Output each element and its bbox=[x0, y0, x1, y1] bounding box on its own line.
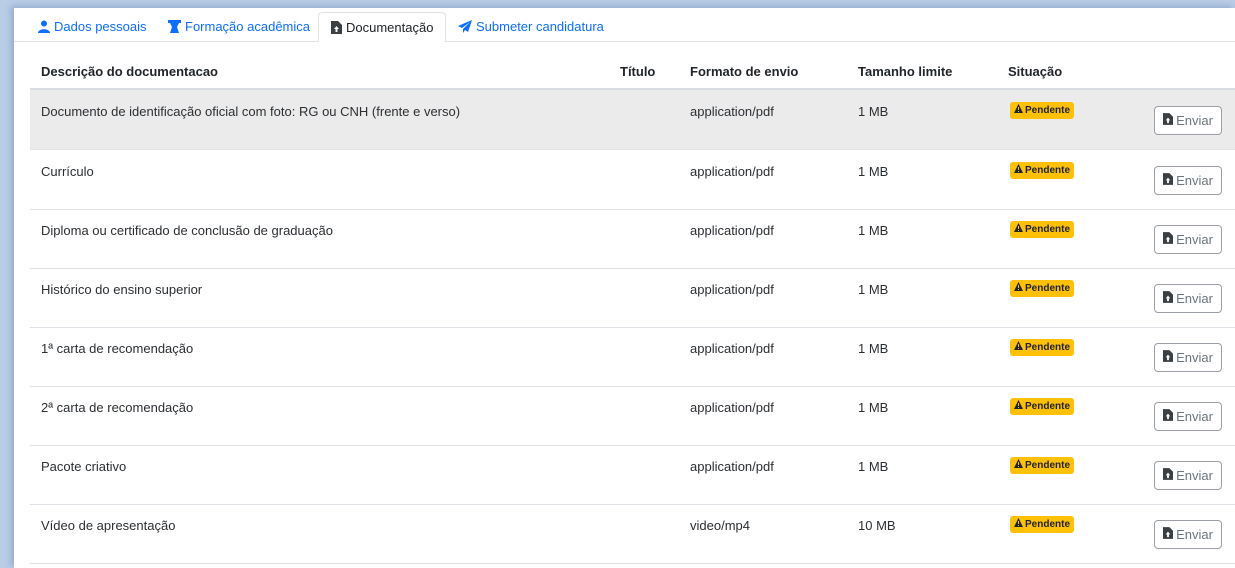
tab-bar bbox=[14, 8, 1235, 42]
cell-descricao: Diploma ou certificado de conclusão de graduação bbox=[41, 223, 333, 238]
warning-icon bbox=[1014, 518, 1023, 531]
tab-dados-pessoais[interactable] bbox=[26, 12, 159, 42]
enviar-button[interactable]: Enviar bbox=[1154, 461, 1222, 490]
cell-tamanho: 1 MB bbox=[858, 400, 889, 415]
enviar-button[interactable]: Enviar bbox=[1154, 106, 1222, 135]
cell-descricao: Documento de identificação oficial com foto: RG ou CNH (frente e verso) bbox=[41, 104, 461, 119]
status-badge: Pendente bbox=[1010, 162, 1074, 179]
status-badge: Pendente bbox=[1010, 221, 1074, 238]
tab-formacao-academica[interactable] bbox=[156, 12, 322, 42]
enviar-button[interactable]: Enviar bbox=[1154, 343, 1222, 372]
cell-tamanho: 1 MB bbox=[858, 164, 889, 179]
paper-plane-icon bbox=[458, 20, 472, 36]
cell-descricao: Pacote criativo bbox=[41, 459, 127, 474]
cell-descricao: Vídeo de apresentação bbox=[41, 518, 176, 533]
user-icon bbox=[38, 20, 50, 36]
enviar-button[interactable]: Enviar bbox=[1154, 520, 1222, 549]
cell-tamanho: 1 MB bbox=[858, 104, 889, 119]
graduation-icon bbox=[168, 20, 181, 36]
tab-label: Formação acadêmica bbox=[185, 19, 310, 34]
enviar-button[interactable]: Enviar bbox=[1154, 225, 1222, 254]
cell-descricao: Currículo bbox=[41, 164, 94, 179]
status-badge: Pendente bbox=[1010, 280, 1074, 297]
table-row bbox=[30, 327, 1235, 387]
file-upload-icon bbox=[1163, 113, 1173, 128]
tab-label: Dados pessoais bbox=[54, 19, 147, 34]
cell-descricao: 1ª carta de recomendação bbox=[41, 341, 194, 356]
file-upload-icon bbox=[1163, 173, 1173, 188]
header-tamanho: Tamanho limite bbox=[858, 64, 953, 79]
status-badge: Pendente bbox=[1010, 339, 1074, 356]
cell-formato: application/pdf bbox=[690, 400, 774, 415]
table-row bbox=[30, 386, 1235, 446]
enviar-button[interactable]: Enviar bbox=[1154, 402, 1222, 431]
table-header bbox=[30, 58, 1235, 90]
enviar-button[interactable]: Enviar bbox=[1154, 284, 1222, 313]
table-row bbox=[30, 90, 1235, 150]
header-situacao: Situação bbox=[1008, 64, 1063, 79]
cell-formato: application/pdf bbox=[690, 341, 774, 356]
file-upload-icon bbox=[1163, 409, 1173, 424]
warning-icon bbox=[1014, 223, 1023, 236]
warning-icon bbox=[1014, 282, 1023, 295]
table-row bbox=[30, 209, 1235, 269]
cell-formato: video/mp4 bbox=[690, 518, 750, 533]
status-badge: Pendente bbox=[1010, 457, 1074, 474]
header-titulo: Título bbox=[620, 64, 656, 79]
header-formato: Formato de envio bbox=[690, 64, 799, 79]
cell-tamanho: 1 MB bbox=[858, 282, 889, 297]
tab-submeter-candidatura[interactable] bbox=[446, 12, 616, 42]
tab-documentacao[interactable] bbox=[318, 12, 446, 42]
cell-formato: application/pdf bbox=[690, 164, 774, 179]
tab-label: Submeter candidatura bbox=[476, 19, 604, 34]
table-row bbox=[30, 445, 1235, 505]
cell-tamanho: 10 MB bbox=[858, 518, 896, 533]
cell-formato: application/pdf bbox=[690, 282, 774, 297]
tab-label: Documentação bbox=[346, 20, 434, 35]
warning-icon bbox=[1014, 341, 1023, 354]
cell-tamanho: 1 MB bbox=[858, 223, 889, 238]
file-upload-icon bbox=[1163, 468, 1173, 483]
warning-icon bbox=[1014, 164, 1023, 177]
table-row bbox=[30, 268, 1235, 328]
cell-tamanho: 1 MB bbox=[858, 341, 889, 356]
file-upload-icon bbox=[1163, 350, 1173, 365]
status-badge: Pendente bbox=[1010, 398, 1074, 415]
file-upload-icon bbox=[1163, 291, 1173, 306]
warning-icon bbox=[1014, 459, 1023, 472]
cell-descricao: 2ª carta de recomendação bbox=[41, 400, 194, 415]
table-row bbox=[30, 150, 1235, 210]
cell-tamanho: 1 MB bbox=[858, 459, 889, 474]
enviar-button[interactable]: Enviar bbox=[1154, 166, 1222, 195]
header-descricao: Descrição do documentacao bbox=[41, 64, 218, 79]
file-upload-icon bbox=[331, 21, 342, 37]
file-upload-icon bbox=[1163, 527, 1173, 542]
warning-icon bbox=[1014, 400, 1023, 413]
page-frame bbox=[14, 8, 1235, 568]
status-badge: Pendente bbox=[1010, 516, 1074, 533]
cell-formato: application/pdf bbox=[690, 459, 774, 474]
cell-formato: application/pdf bbox=[690, 104, 774, 119]
cell-formato: application/pdf bbox=[690, 223, 774, 238]
warning-icon bbox=[1014, 104, 1023, 117]
status-badge: Pendente bbox=[1010, 102, 1074, 119]
file-upload-icon bbox=[1163, 232, 1173, 247]
table-row bbox=[30, 504, 1235, 564]
cell-descricao: Histórico do ensino superior bbox=[41, 282, 203, 297]
